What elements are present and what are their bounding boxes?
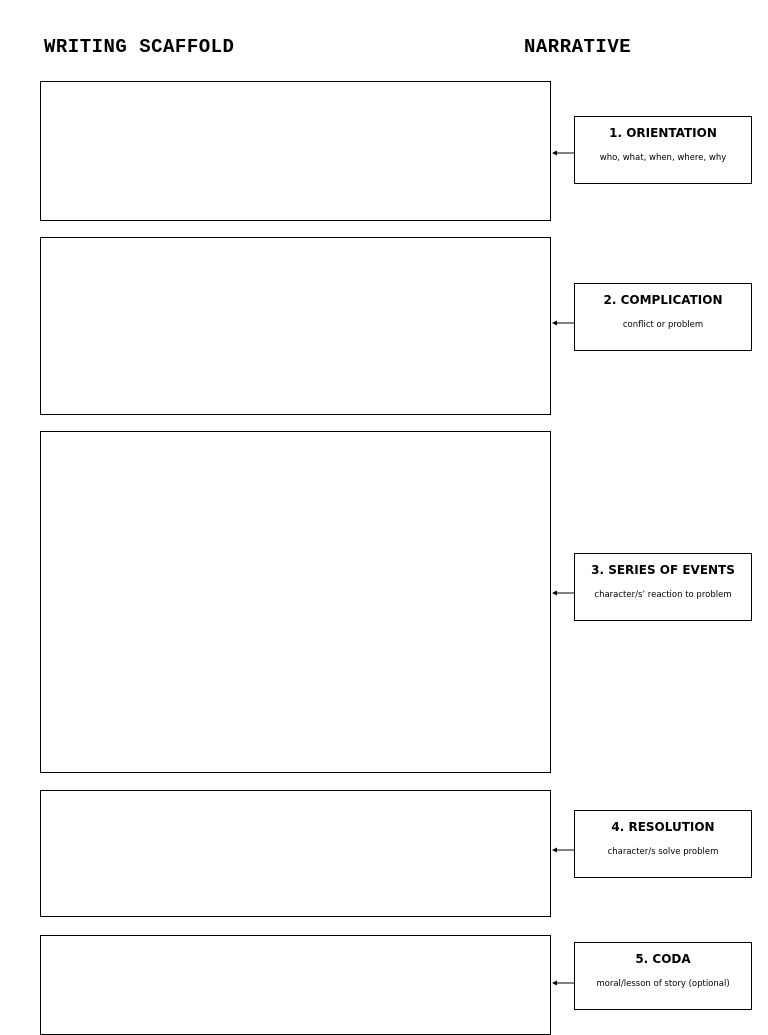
label-title: 5. CODA	[635, 952, 691, 966]
writing-area-complication[interactable]	[40, 237, 551, 415]
writing-area-orientation[interactable]	[40, 81, 551, 221]
label-subtitle: character/s solve problem	[607, 847, 719, 857]
label-coda	[574, 942, 752, 1010]
page-title: WRITING SCAFFOLD	[44, 36, 235, 58]
label-title: 3. SERIES OF EVENTS	[591, 563, 735, 577]
label-subtitle: conflict or problem	[622, 320, 704, 330]
label-series-of-events	[574, 553, 752, 621]
label-resolution	[574, 810, 752, 878]
genre-title: NARRATIVE	[524, 36, 632, 58]
writing-area-resolution[interactable]	[40, 790, 551, 917]
label-title: 2. COMPLICATION	[603, 293, 723, 307]
arrow-left-icon	[552, 589, 574, 597]
label-subtitle: character/s’ reaction to problem	[594, 590, 732, 600]
arrow-left-icon	[552, 979, 574, 987]
label-title: 4. RESOLUTION	[611, 820, 715, 834]
label-subtitle: who, what, when, where, why	[599, 153, 727, 163]
arrow-left-icon	[552, 319, 574, 327]
arrow-left-icon	[552, 846, 574, 854]
label-subtitle: moral/lesson of story (optional)	[596, 979, 730, 989]
arrow-left-icon	[552, 149, 574, 157]
label-complication	[574, 283, 752, 351]
label-title: 1. ORIENTATION	[609, 126, 717, 140]
writing-area-coda[interactable]	[40, 935, 551, 1035]
writing-area-series-of-events[interactable]	[40, 431, 551, 773]
label-orientation	[574, 116, 752, 184]
